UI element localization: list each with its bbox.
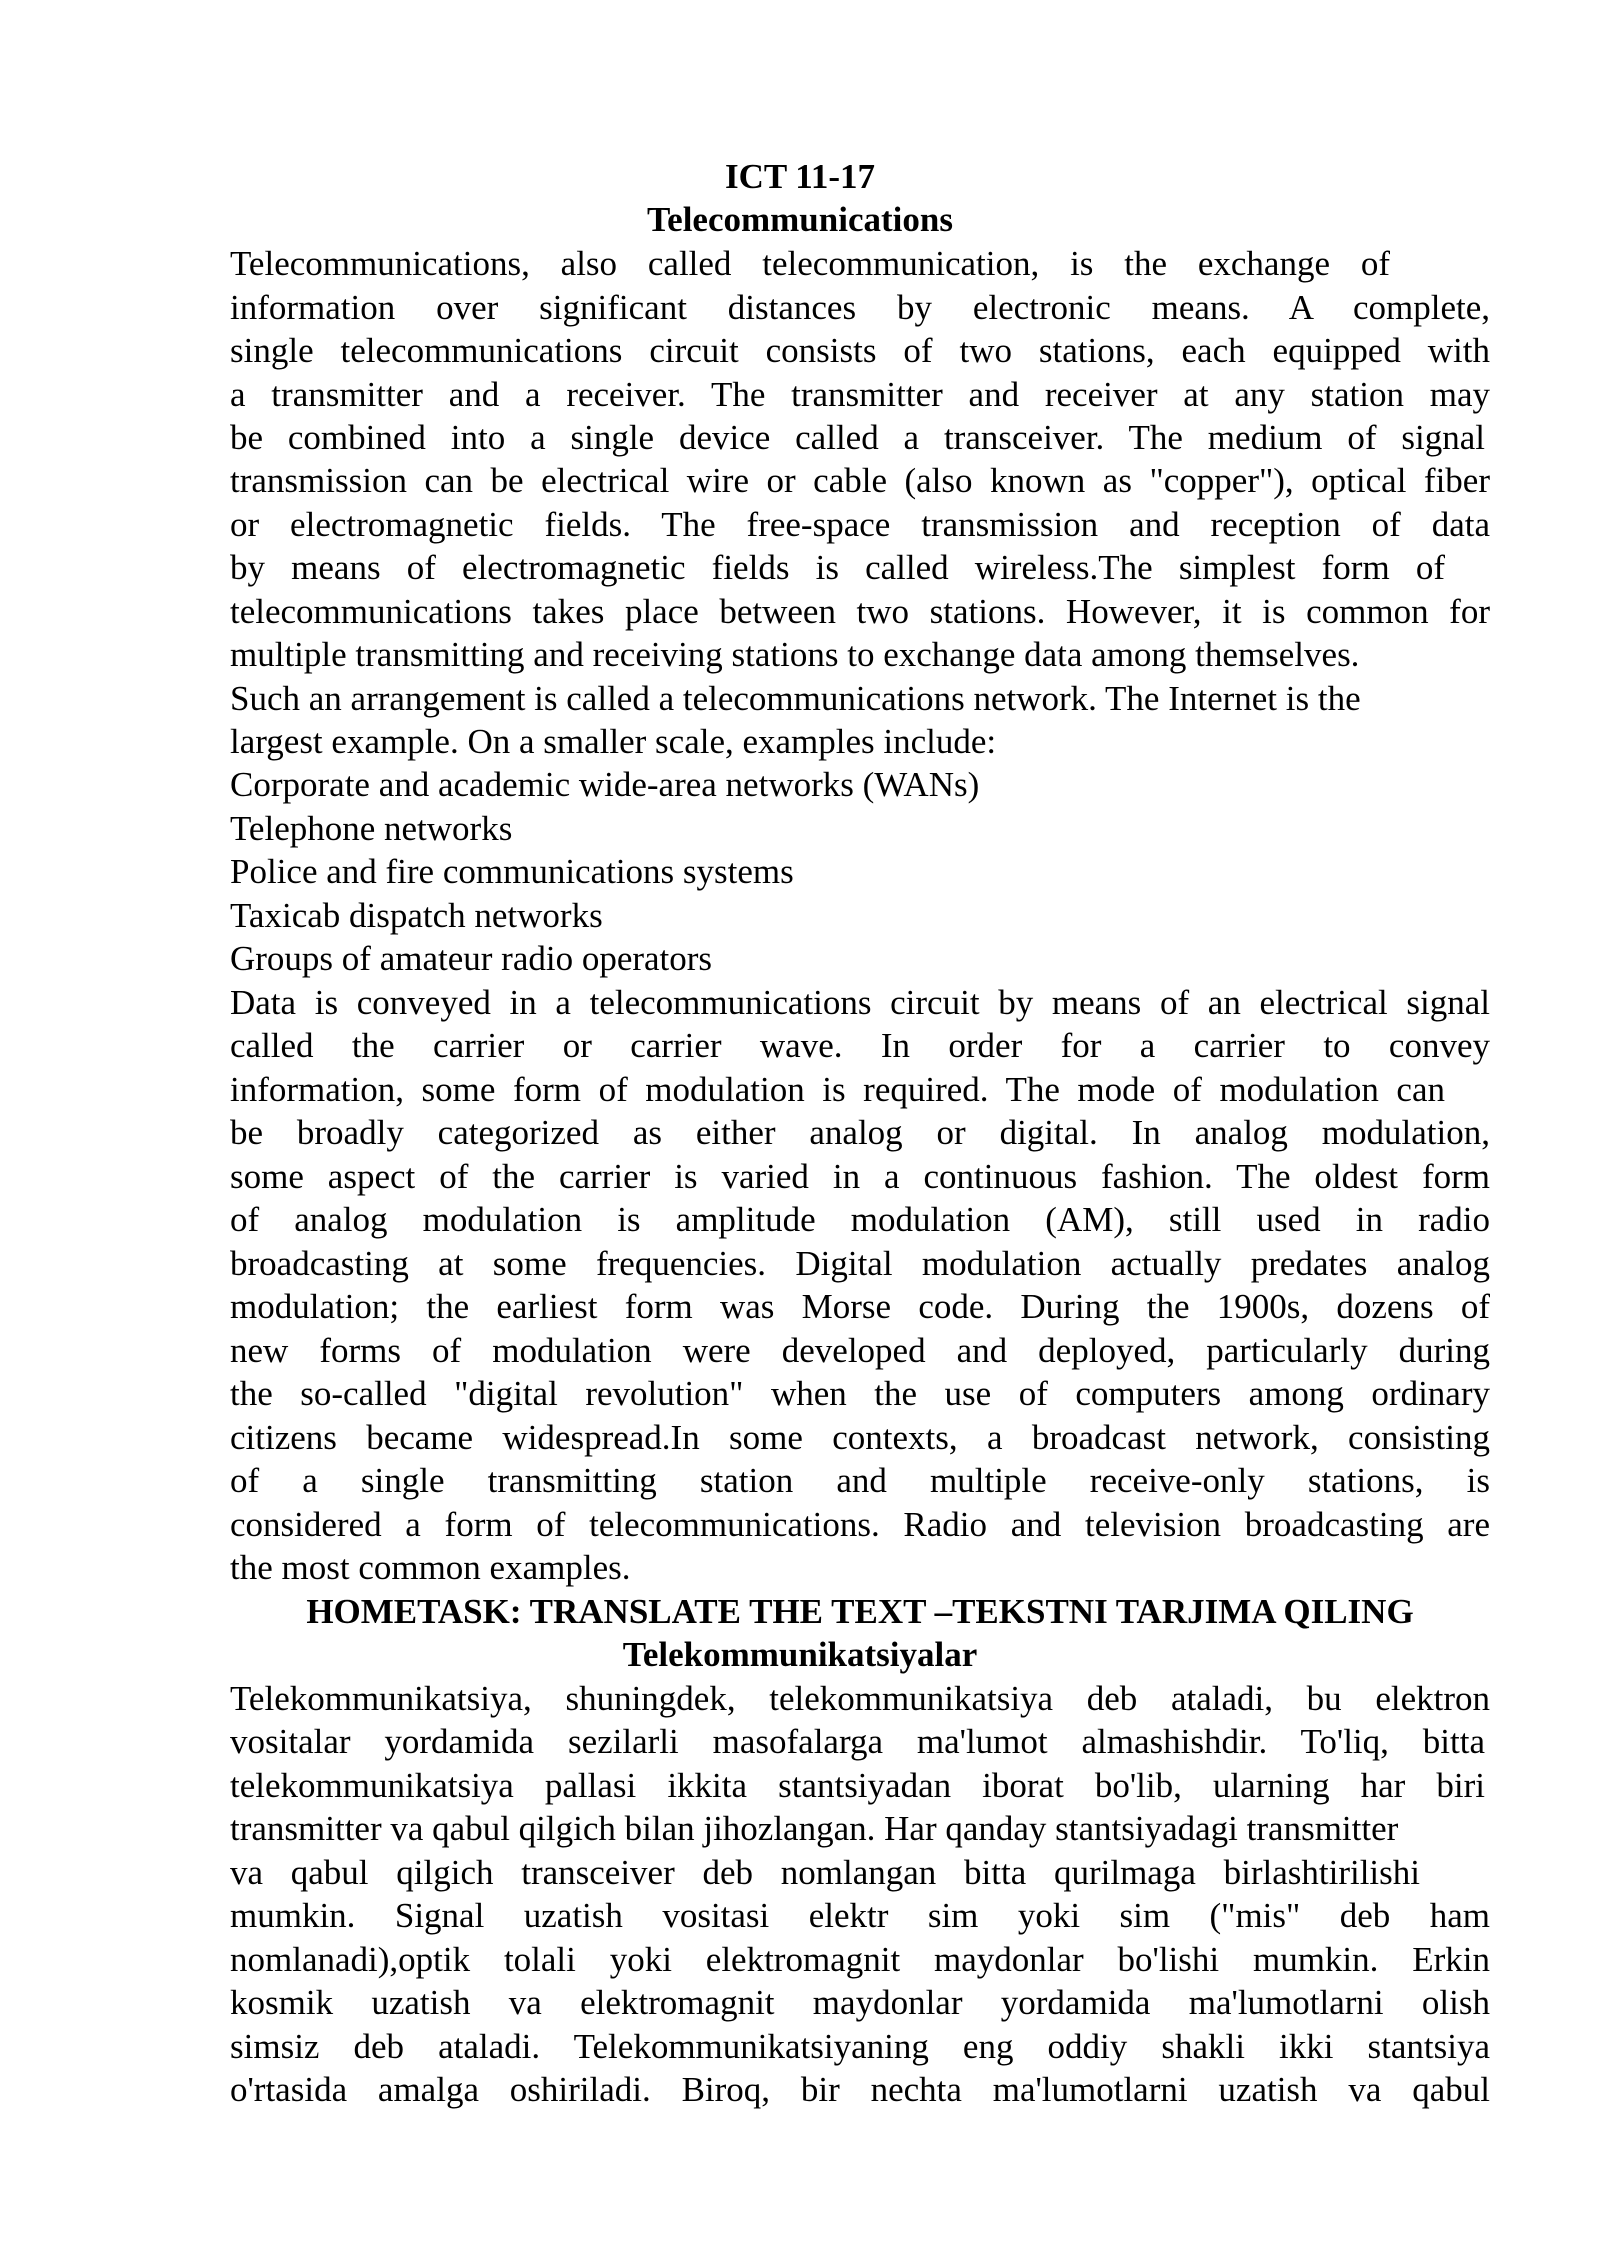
text-line: be combined into a single device called a transceiver. The medium of signal [230,418,1485,457]
text-line: modulation; the earliest form was Morse code. During the 1900s, dozens of [230,1287,1490,1326]
list-item: Police and fire communications systems [230,852,794,891]
translation-title: Telekommunikatsiyalar [622,1635,978,1674]
text-line: Such an arrangement is called a telecommunications network. The Internet is the [230,679,1361,718]
text-line: va qabul qilgich transceiver deb nomlangan bitta qurilmaga birlashtirilishi [230,1853,1420,1892]
text-line: transmitter va qabul qilgich bilan jihozlangan. Har qanday stantsiyadagi transmitter [230,1809,1399,1848]
list-item: Corporate and academic wide-area networks (WANs) [230,765,980,804]
text-line: the most common examples. [230,1548,631,1587]
list-item: Taxicab dispatch networks [230,896,603,935]
text-line: a transmitter and a receiver. The transmitter and receiver at any station may [230,375,1490,414]
text-line: single telecommunications circuit consists of two stations, each equipped with [230,331,1490,370]
text-line: some aspect of the carrier is varied in a continuous fashion. The oldest form [230,1157,1490,1196]
text-line: kosmik uzatish va elektromagnit maydonlar yordamida ma'lumotlarni olish [230,1983,1490,2022]
text-line: nomlanadi),optik tolali yoki elektromagnit maydonlar bo'lishi mumkin. Erkin [230,1940,1490,1979]
text-line: simsiz deb ataladi. Telekommunikatsiyaning eng oddiy shakli ikki stantsiya [230,2027,1490,2066]
text-line: Data is conveyed in a telecommunications circuit by means of an electrical signal [230,983,1490,1022]
text-line: transmission can be electrical wire or cable (also known as "copper"), optical fiber [230,461,1490,500]
text-line: telecommunications takes place between two stations. However, it is common for [230,592,1490,631]
hometask-heading: HOMETASK: TRANSLATE THE TEXT –TEKSTNI TARJIMA QILING [306,1592,1414,1631]
text-line: multiple transmitting and receiving stations to exchange data among themselves. [230,635,1360,674]
text-line: telekommunikatsiya pallasi ikkita stantsiyadan iborat bo'lib, ularning har biri [230,1766,1485,1805]
text-line: of a single transmitting station and multiple receive-only stations, is [230,1461,1490,1500]
text-line: Telekommunikatsiya, shuningdek, telekommunikatsiya deb ataladi, bu elektron [230,1679,1490,1718]
text-line: broadcasting at some frequencies. Digital modulation actually predates analog [230,1244,1490,1283]
text-line: considered a form of telecommunications. Radio and television broadcasting are [230,1505,1490,1544]
text-line: the so-called "digital revolution" when the use of computers among ordinary [230,1374,1490,1413]
text-line: or electromagnetic fields. The free-space transmission and reception of data [230,505,1490,544]
text-line: largest example. On a smaller scale, examples include: [230,722,997,761]
list-item: Groups of amateur radio operators [230,939,713,978]
list-item: Telephone networks [230,809,513,848]
text-line: called the carrier or carrier wave. In order for a carrier to convey [230,1026,1490,1065]
text-line: of analog modulation is amplitude modulation (AM), still used in radio [230,1200,1490,1239]
document-code: ICT 11-17 [724,157,876,196]
text-line: information, some form of modulation is required. The mode of modulation can [230,1070,1445,1109]
text-line: by means of electromagnetic fields is called wireless.The simplest form of [230,548,1445,587]
text-line: vositalar yordamida sezilarli masofalarga ma'lumot almashishdir. To'liq, bitta [230,1722,1485,1761]
text-line: mumkin. Signal uzatish vositasi elektr sim yoki sim ("mis" deb ham [230,1896,1490,1935]
text-line: o'rtasida amalga oshiriladi. Biroq, bir nechta ma'lumotlarni uzatish va qabul [230,2070,1490,2109]
text-line: new forms of modulation were developed and deployed, particularly during [230,1331,1490,1370]
text-line: information over significant distances by electronic means. A complete, [230,288,1490,327]
text-line: be broadly categorized as either analog or digital. In analog modulation, [230,1113,1490,1152]
text-line: Telecommunications, also called telecommunication, is the exchange of [230,244,1390,283]
text-line: citizens became widespread.In some contexts, a broadcast network, consisting [230,1418,1490,1457]
document-title: Telecommunications [647,200,953,239]
